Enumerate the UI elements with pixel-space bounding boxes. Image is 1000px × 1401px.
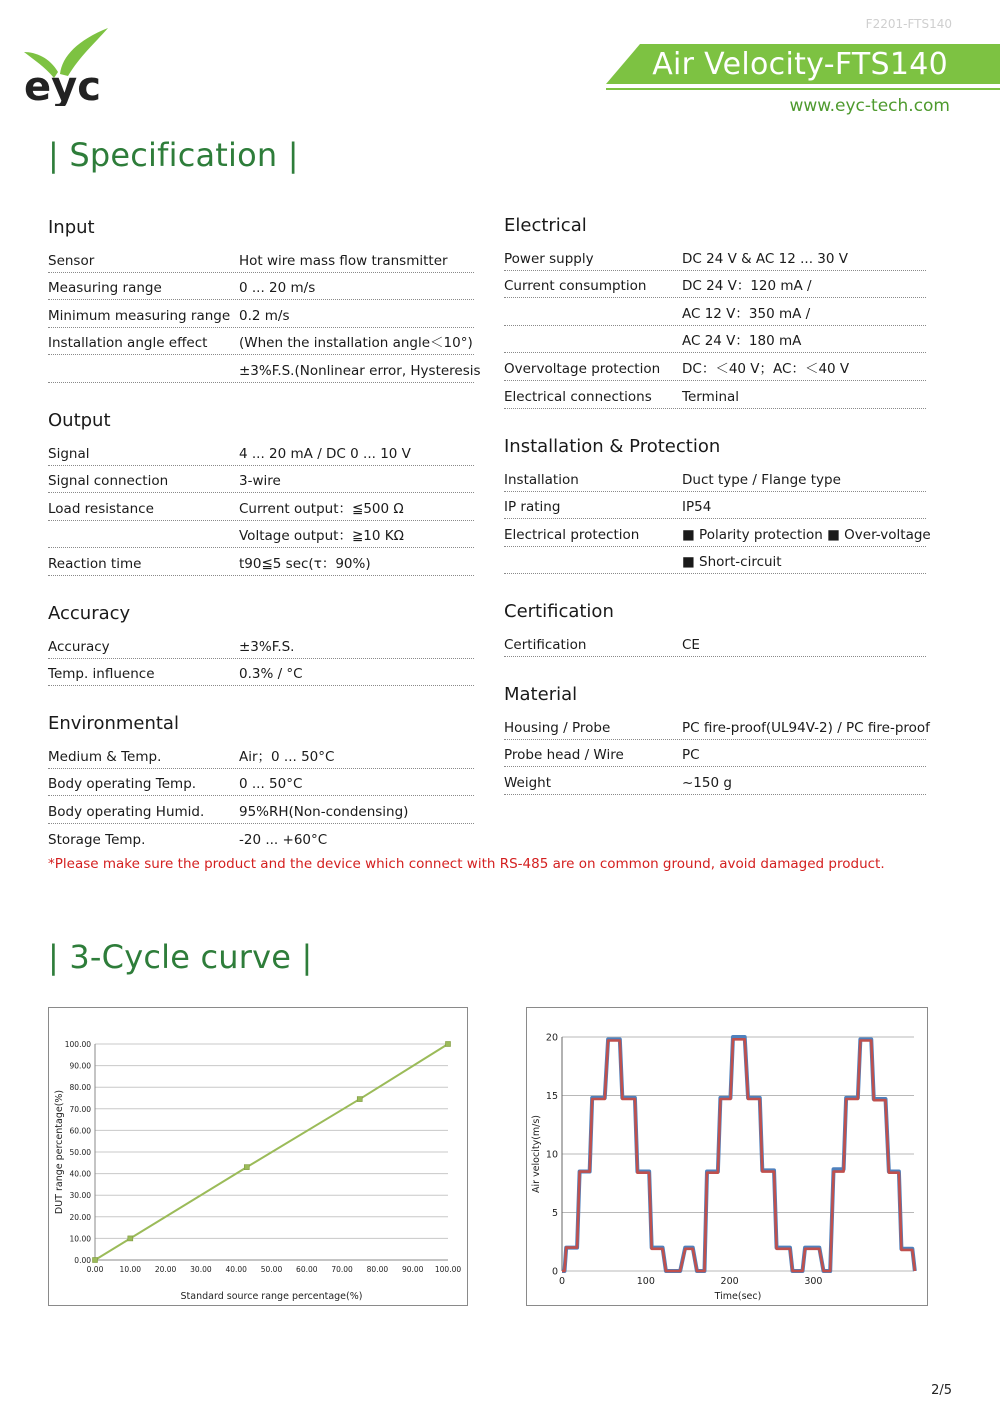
y-tick-label: 10: [545, 1149, 558, 1161]
group-title: Accuracy: [48, 603, 131, 624]
y-tick-label: 80.00: [69, 1083, 91, 1093]
spec-row: [504, 271, 926, 299]
spec-label: Weight: [504, 774, 552, 791]
spec-label: Body operating Temp.: [48, 776, 197, 793]
spec-label: Reaction time: [48, 555, 142, 572]
x-tick-label: 50.00: [260, 1265, 283, 1274]
spec-row: [48, 769, 474, 797]
spec-value: DC 24 V & AC 12 ... 30 V: [682, 250, 848, 267]
spec-row: [504, 629, 926, 657]
spec-label: Electrical protection: [504, 526, 640, 543]
spec-row: [48, 466, 474, 494]
group-title: Environmental: [48, 713, 179, 734]
spec-label: Overvoltage protection: [504, 360, 661, 377]
group-title: Certification: [504, 601, 614, 622]
y-tick-label: 30.00: [69, 1191, 91, 1201]
product-title: Air Velocity-FTS140: [652, 47, 948, 82]
y-tick-label: 90.00: [69, 1061, 91, 1071]
dut-data-point: [128, 1236, 133, 1241]
spec-value: ~150 g: [682, 774, 732, 791]
y-tick-label: 50.00: [69, 1148, 91, 1157]
y-tick-label: 70.00: [69, 1104, 91, 1114]
cycle-curve-heading: | 3-Cycle curve |: [48, 938, 313, 976]
y-tick-label: 0: [551, 1266, 558, 1278]
spec-row: [48, 328, 474, 356]
spec-value: ±3%F.S.(Nonlinear error, Hysteresis: [239, 362, 481, 379]
group-title: Installation & Protection: [504, 436, 721, 457]
y-tick-label: 20.00: [69, 1212, 91, 1222]
x-tick-label: 90.00: [401, 1265, 424, 1274]
spec-row: [48, 521, 474, 549]
spec-label: Installation angle effect: [48, 335, 208, 352]
spec-row: [504, 353, 926, 381]
x-tick-label: 20.00: [154, 1265, 177, 1274]
group-title: Input: [48, 217, 95, 238]
spec-row: [48, 659, 474, 687]
spec-label: Signal: [48, 445, 90, 462]
spec-label: IP rating: [504, 499, 561, 516]
spec-value: ■ Short-circuit: [682, 554, 782, 571]
warning-notice: *Please make sure the product and the device which connect with RS-485 are on common ground, avoid damaged product.: [48, 856, 885, 872]
title-band: [606, 44, 1000, 90]
spec-value: ±3%F.S.: [239, 638, 295, 655]
spec-label: Medium & Temp.: [48, 748, 162, 765]
x-tick-label: 30.00: [190, 1265, 212, 1274]
dut-data-point: [446, 1042, 451, 1047]
linearity-chart: [48, 1007, 468, 1306]
x-axis-label: Standard source range percentage(%): [180, 1291, 363, 1302]
spec-value: ■ Polarity protection ■ Over-voltage: [682, 526, 931, 543]
spec-row: [48, 796, 474, 824]
eyc-logo: [22, 22, 112, 106]
y-tick-label: 60.00: [69, 1126, 91, 1136]
x-tick-label: 100: [636, 1276, 655, 1287]
spec-label: Signal connection: [48, 473, 169, 490]
spec-label: Current consumption: [504, 278, 647, 295]
spec-label: Electrical connections: [504, 388, 652, 405]
spec-value: AC 12 V：350 mA /: [682, 305, 811, 322]
spec-row: [504, 326, 926, 354]
spec-value: Duct type / Flange type: [682, 471, 841, 488]
spec-value: DC 24 V：120 mA /: [682, 278, 812, 295]
spec-row: [48, 824, 474, 852]
three-cycle-chart: [526, 1007, 928, 1306]
spec-value: Hot wire mass flow transmitter: [239, 252, 448, 269]
spec-row: [504, 712, 930, 740]
x-tick-label: 60.00: [296, 1265, 318, 1274]
y-axis-label: DUT range percentage(%): [54, 1089, 65, 1215]
spec-row: [48, 548, 474, 576]
spec-group-electrical: [504, 215, 926, 409]
spec-value: Terminal: [682, 388, 740, 405]
spec-row: [48, 245, 474, 273]
spec-row: [504, 298, 926, 326]
spec-row: [48, 493, 474, 521]
spec-row: [48, 438, 474, 466]
spec-value: Voltage output：≧10 KΩ: [239, 528, 404, 545]
spec-group-environmental: [48, 713, 474, 851]
spec-label: Measuring range: [48, 280, 162, 297]
spec-group-input: [48, 217, 481, 383]
y-tick-label: 40.00: [69, 1169, 91, 1179]
spec-value: DC：＜40 V；AC：＜40 V: [682, 360, 850, 377]
x-tick-label: 40.00: [225, 1265, 247, 1274]
spec-label: Temp. influence: [48, 666, 155, 683]
logo-text: eyc: [24, 64, 101, 106]
spec-label: Accuracy: [48, 638, 110, 655]
spec-label: Housing / Probe: [504, 719, 611, 736]
spec-label: Sensor: [48, 252, 95, 269]
spec-value: 4 ... 20 mA / DC 0 ... 10 V: [239, 445, 411, 462]
document-code: F2201-FTS140: [865, 17, 952, 31]
spec-label: Installation: [504, 471, 579, 488]
dut-data-point: [244, 1165, 249, 1170]
spec-row: [504, 381, 926, 409]
linearity-chart-svg: [49, 1008, 467, 1305]
spec-label: Probe head / Wire: [504, 747, 624, 764]
y-tick-label: 10.00: [69, 1234, 91, 1244]
spec-row: [504, 519, 931, 547]
spec-value: IP54: [682, 499, 712, 516]
spec-value: PC: [682, 747, 700, 764]
spec-value: Air；0 ... 50°C: [239, 748, 335, 765]
x-tick-label: 70.00: [331, 1265, 353, 1274]
spec-row: [504, 547, 926, 575]
x-tick-label: 80.00: [366, 1265, 389, 1274]
spec-value: (When the installation angle＜10°): [239, 335, 473, 352]
spec-value: 0 ... 20 m/s: [239, 280, 316, 297]
x-tick-label: 100.00: [434, 1265, 462, 1274]
spec-value: 0 ... 50°C: [239, 776, 303, 793]
y-tick-label: 20: [545, 1032, 558, 1044]
y-tick-label: 15: [545, 1091, 558, 1102]
spec-value: 95%RH(Non-condensing): [239, 803, 409, 820]
group-title: Electrical: [504, 215, 587, 236]
group-title: Output: [48, 410, 111, 431]
spec-label: Load resistance: [48, 500, 154, 517]
spec-value: 0.2 m/s: [239, 307, 290, 324]
spec-value: t90≦5 sec(τ：90%): [239, 555, 371, 572]
y-tick-label: 0.00: [74, 1256, 91, 1265]
spec-row: [48, 300, 474, 328]
spec-value: 0.3% / °C: [239, 666, 303, 683]
spec-row: [48, 631, 474, 659]
spec-row: [504, 740, 926, 768]
x-tick-label: 0.00: [86, 1265, 104, 1274]
spec-group-certification: [504, 601, 926, 657]
spec-value: -20 ... +60°C: [239, 832, 328, 849]
spec-row: [504, 767, 926, 795]
spec-value: Current output：≦500 Ω: [239, 500, 404, 517]
website-url: www.eyc-tech.com: [789, 96, 950, 116]
dut-data-point: [93, 1258, 98, 1263]
spec-group-output: [48, 410, 474, 576]
spec-row: [48, 355, 481, 383]
three-cycle-chart-svg: [527, 1008, 927, 1305]
spec-row: [504, 492, 926, 520]
spec-label: Power supply: [504, 250, 594, 267]
spec-label: Certification: [504, 636, 587, 653]
x-tick-label: 10.00: [119, 1265, 142, 1274]
x-tick-label: 200: [720, 1276, 739, 1287]
y-tick-label: 100.00: [64, 1040, 91, 1049]
spec-label: Minimum measuring range: [48, 307, 231, 324]
spec-value: 3-wire: [239, 473, 281, 490]
page-number: 2/5: [931, 1383, 952, 1398]
spec-group-installation: [504, 436, 931, 574]
dut-series-line: [562, 1039, 915, 1271]
spec-value: CE: [682, 636, 700, 653]
spec-row: [504, 243, 926, 271]
spec-group-material: [504, 684, 930, 795]
x-tick-label: 0: [558, 1276, 566, 1287]
spec-label: Body operating Humid.: [48, 803, 205, 820]
dut-data-point: [357, 1097, 362, 1102]
spec-group-accuracy: [48, 603, 474, 686]
x-tick-label: 300: [804, 1276, 823, 1287]
y-tick-label: 5: [551, 1208, 558, 1219]
specification-heading: | Specification |: [48, 136, 299, 174]
y-axis-label: Air velocity(m/s): [531, 1114, 542, 1194]
spec-label: Storage Temp.: [48, 832, 146, 849]
spec-row: [48, 741, 474, 769]
x-axis-label: Time(sec): [714, 1291, 762, 1302]
spec-row: [48, 273, 474, 301]
spec-value: PC fire-proof(UL94V-2) / PC fire-proof: [682, 719, 930, 736]
group-title: Material: [504, 684, 578, 705]
spec-row: [504, 464, 926, 492]
spec-value: AC 24 V：180 mA: [682, 333, 802, 350]
